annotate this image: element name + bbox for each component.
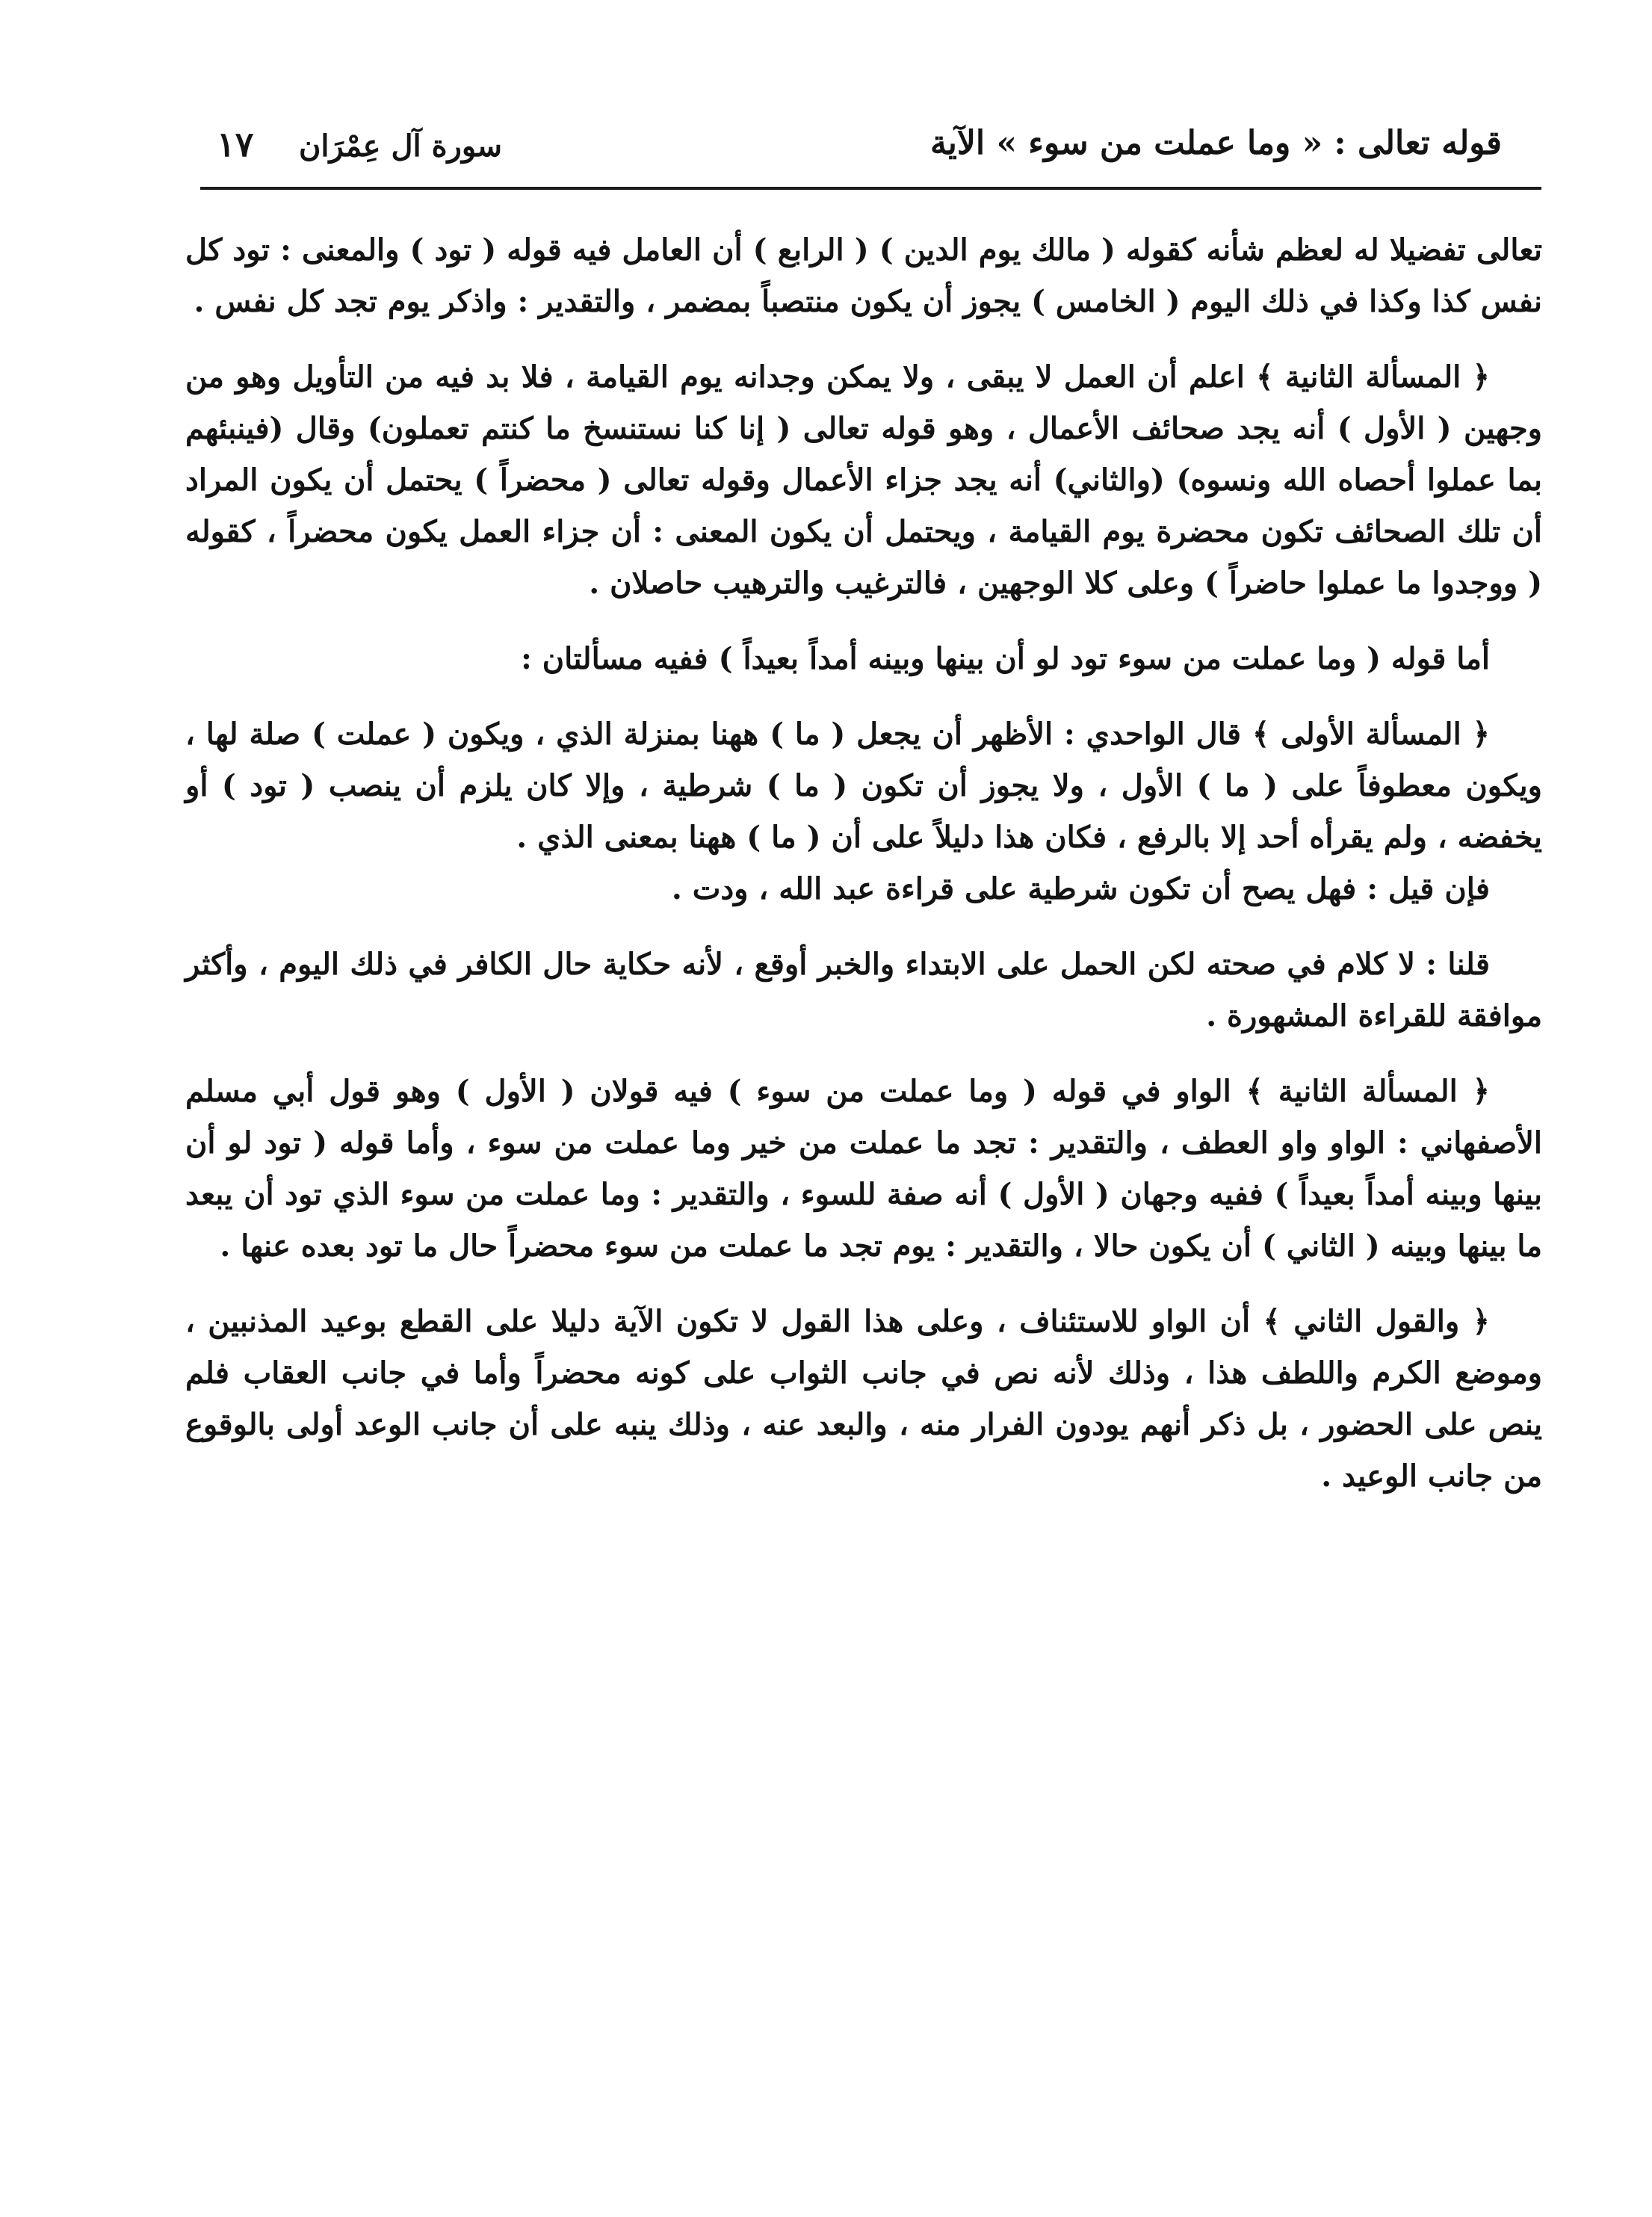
paragraph-3: أما قوله ( وما عملت من سوء تود لو أن بينها وبينه أمداً بعيداً ) ففيه مسألتان : <box>521 641 1490 676</box>
paragraph-4: ﴿ المسألة الأولى ﴾ قال الواحدي : الأظهر أن يجعل ( ما ) ههنا بمنزلة الذي ، ويكون ( عملت ) صلة لها ، ويكون معطوفاً على ( ما ) الأول ، ولا يجوز أن تكون ( ما ) شرطية ، وإلا كان يلزم أن ينصب ( تود ) أو يخفضه ، ولم يقرأه أحد إلا بالرفع ، فكان هذا دليلاً على أن ( ما ) ههنا بمعنى الذي . <box>185 717 1542 855</box>
paragraph-5: فإن قيل : فهل يصح أن تكون شرطية على قراءة عبد الله ، ودت . <box>671 871 1490 906</box>
page-number: ١٧ <box>217 124 254 164</box>
paragraph-6: قلنا : لا كلام في صحته لكن الحمل على الابتداء والخبر أوقع ، لأنه حكاية حال الكافر في ذلك اليوم ، وأكثر موافقة للقراءة المشهورة . <box>185 947 1542 1033</box>
header-title: قوله تعالى : « وما عملت من سوء » الآية <box>929 124 1502 162</box>
header-surah-name: سورة آل عِمْرَان <box>299 129 503 164</box>
header-divider <box>200 187 1541 190</box>
paragraph-1: تعالى تفضيلا له لعظم شأنه كقوله ( مالك يوم الدين ) ( الرابع ) أن العامل فيه قوله ( تود ) والمعنى : تود كل نفس كذا وكذا في ذلك اليوم ( الخامس ) يجوز أن يكون منتصباً بمضمر ، والتقدير : واذكر يوم تجد كل نفس . <box>185 232 1542 319</box>
main-text <box>185 224 1542 1502</box>
running-header <box>202 120 1502 187</box>
paragraph-8: ﴿ والقول الثاني ﴾ أن الواو للاستئناف ، وعلى هذا القول لا تكون الآية دليلا على القطع بوعيد المذنبين ، وموضع الكرم واللطف هذا ، وذلك لأنه نص في جانب الثواب على كونه محضراً وأما في جانب العقاب فلم ينص على الحضور ، بل ذكر أنهم يودون الفرار منه ، والبعد عنه ، وذلك ينبه على أن جانب الوعد أولى بالوقوع من جانب الوعيد . <box>185 1304 1542 1494</box>
paragraph-7: ﴿ المسألة الثانية ﴾ الواو في قوله ( وما عملت من سوء ) فيه قولان ( الأول ) وهو قول أبي مسلم الأصفهاني : الواو واو العطف ، والتقدير : تجد ما عملت من خير وما عملت من سوء ، وأما قوله ( تود لو أن بينها وبينه أمداً بعيداً ) ففيه وجهان ( الأول ) أنه صفة للسوء ، والتقدير : وما عملت من سوء الذي تود أن يبعد ما بينها وبينه ( الثاني ) أن يكون حالا ، والتقدير : يوم تجد ما عملت من سوء محضراً حال ما تود بعده عنها . <box>185 1074 1542 1264</box>
paragraph-2: ﴿ المسألة الثانية ﴾ اعلم أن العمل لا يبقى ، ولا يمكن وجدانه يوم القيامة ، فلا بد فيه من التأويل وهو من وجهين ( الأول ) أنه يجد صحائف الأعمال ، وهو قوله تعالى ( إنا كنا نستنسخ ما كنتم تعملون) وقال (فينبئهم بما عملوا أحصاه الله ونسوه) (والثاني) أنه يجد جزاء الأعمال وقوله تعالى ( محضراً ) يحتمل أن يكون المراد أن تلك الصحائف تكون محضرة يوم القيامة ، ويحتمل أن يكون المعنى : أن جزاء العمل يكون محضراً ، كقوله ( ووجدوا ما عملوا حاضراً ) وعلى كلا الوجهين ، فالترغيب والترهيب حاصلان . <box>185 359 1542 601</box>
